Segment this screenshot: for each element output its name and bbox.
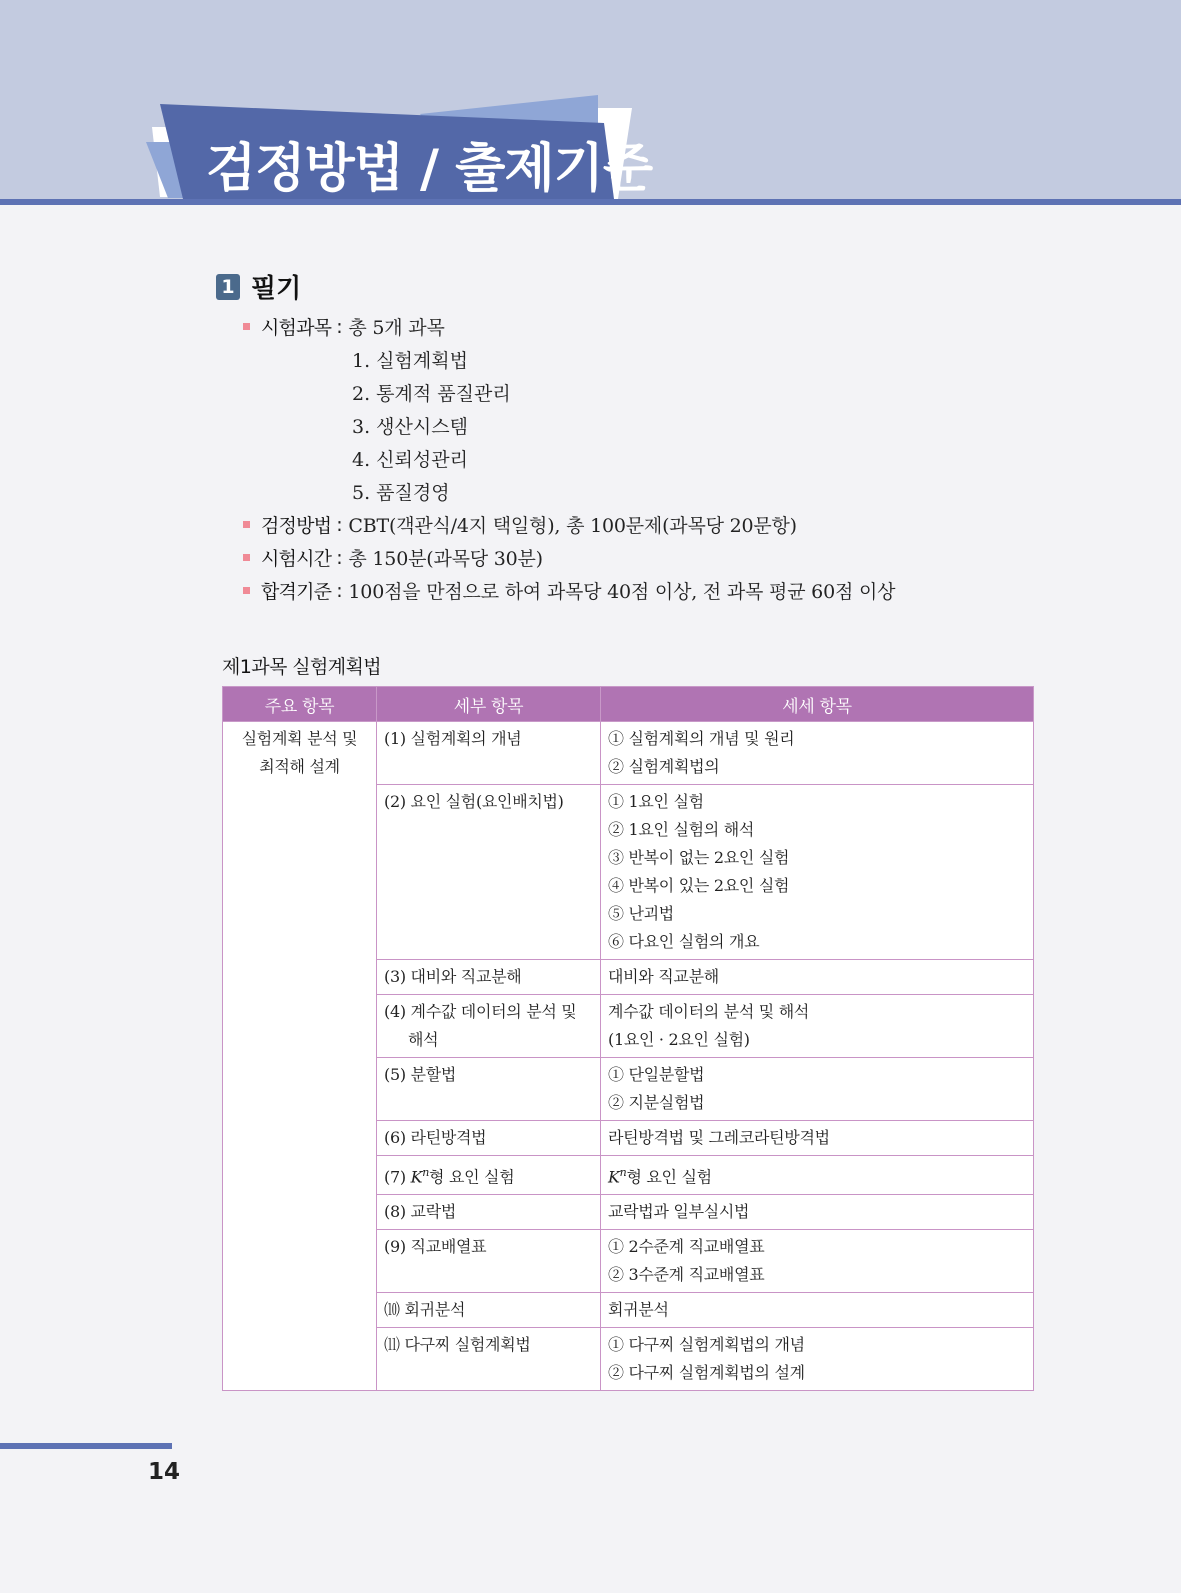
bullet-square-icon bbox=[243, 554, 250, 561]
bullet-label: 검정방법 bbox=[261, 515, 332, 537]
subject-table bbox=[222, 686, 1034, 1391]
bullet-square-icon bbox=[243, 521, 250, 528]
bullet-method bbox=[243, 511, 797, 538]
sub-item-line: ⑽ 회귀분석 bbox=[384, 1300, 466, 1320]
bullet-label: 합격기준 bbox=[261, 581, 332, 603]
bullet-value: 총 150분(과목당 30분) bbox=[348, 548, 543, 570]
sub-item-cell bbox=[377, 1195, 601, 1230]
bullet-pass bbox=[243, 577, 895, 604]
detail-line: ① 1요인 실험 bbox=[608, 792, 704, 811]
section-heading bbox=[216, 268, 301, 305]
detail-cell bbox=[601, 995, 1034, 1058]
sub-item-cell bbox=[377, 995, 601, 1058]
subject-list-item: 2. 통계적 품질관리 bbox=[352, 383, 511, 405]
sub-item-cell bbox=[377, 1156, 601, 1195]
bullet-value: 총 5개 과목 bbox=[348, 317, 445, 339]
detail-cell bbox=[601, 785, 1034, 960]
detail-line: ④ 반복이 있는 2요인 실험 bbox=[608, 876, 790, 895]
sub-item-line: (8) 교락법 bbox=[384, 1202, 457, 1222]
sub-item-cell bbox=[377, 722, 601, 785]
main-item-line: 실험계획 분석 및 bbox=[241, 729, 358, 748]
table-row bbox=[223, 722, 1034, 785]
detail-line: ⑥ 다요인 실험의 개요 bbox=[608, 932, 760, 951]
detail-line bbox=[608, 1159, 1026, 1191]
sub-item-cell bbox=[377, 960, 601, 995]
detail-line: ② 실험계획법의 bbox=[608, 757, 720, 776]
detail-line: 라틴방격법 및 그레코라틴방격법 bbox=[608, 1128, 830, 1147]
detail-cell bbox=[601, 1230, 1034, 1293]
sub-item-line: (9) 직교배열표 bbox=[384, 1237, 487, 1257]
header-rule bbox=[0, 199, 1181, 205]
sub-item-line: ⑾ 다구찌 실험계획법 bbox=[384, 1335, 531, 1355]
footer-rule bbox=[0, 1443, 172, 1449]
detail-line: ② 지분실험법 bbox=[608, 1093, 705, 1112]
n-exponent: n bbox=[619, 1166, 627, 1179]
sub-item-line: (3) 대비와 직교분해 bbox=[384, 967, 522, 986]
detail-line: 교락법과 일부실시법 bbox=[608, 1202, 750, 1222]
main-item-line: 최적해 설계 bbox=[259, 757, 340, 776]
detail-cell bbox=[601, 1328, 1034, 1391]
sub-item-cell bbox=[377, 785, 601, 960]
detail-line: 대비와 직교분해 bbox=[608, 967, 719, 986]
detail-cell bbox=[601, 1058, 1034, 1121]
sub-item-line: (5) 분할법 bbox=[384, 1065, 457, 1084]
detail-line: ② 다구찌 실험계획법의 설계 bbox=[608, 1363, 805, 1383]
sub-item-line: (6) 라틴방격법 bbox=[384, 1128, 487, 1147]
detail-cell bbox=[601, 722, 1034, 785]
bullet-subjects bbox=[243, 313, 445, 340]
detail-line: ① 실험계획의 개념 및 원리 bbox=[608, 729, 795, 748]
bullet-square-icon bbox=[243, 323, 250, 330]
detail-line: ② 3수준계 직교배열표 bbox=[608, 1265, 765, 1285]
column-header: 주요 항목 bbox=[223, 687, 377, 722]
colon: : bbox=[336, 513, 343, 536]
main-item-cell bbox=[223, 722, 377, 1391]
detail-cell bbox=[601, 1195, 1034, 1230]
sub-item-line: (1) 실험계획의 개념 bbox=[384, 729, 522, 748]
colon: : bbox=[336, 315, 343, 338]
sub-item-line bbox=[384, 1159, 593, 1191]
detail-suffix: 형 요인 실험 bbox=[626, 1167, 712, 1187]
sub-item-prefix: (7) bbox=[384, 1167, 411, 1187]
detail-line: 회귀분석 bbox=[608, 1300, 669, 1320]
bullet-value: CBT(객관식/4지 택일형), 총 100문제(과목당 20문항) bbox=[348, 515, 797, 537]
page-number: 14 bbox=[148, 1459, 181, 1485]
detail-line: ⑤ 난괴법 bbox=[608, 904, 674, 923]
sub-item-suffix: 형 요인 실험 bbox=[429, 1167, 515, 1187]
sub-item-cell bbox=[377, 1328, 601, 1391]
detail-line: ② 1요인 실험의 해석 bbox=[608, 820, 755, 839]
k-symbol: K bbox=[410, 1167, 423, 1187]
detail-line: ① 단일분할법 bbox=[608, 1065, 705, 1084]
section-number-badge: 1 bbox=[216, 274, 240, 300]
bullet-value: 100점을 만점으로 하여 과목당 40점 이상, 전 과목 평균 60점 이상 bbox=[348, 581, 896, 603]
column-header: 세세 항목 bbox=[601, 687, 1034, 722]
sub-item-line: (2) 요인 실험(요인배치법) bbox=[384, 792, 564, 811]
detail-line: (1요인 · 2요인 실험) bbox=[608, 1030, 750, 1049]
section-title: 필기 bbox=[251, 274, 302, 304]
detail-line: ① 2수준계 직교배열표 bbox=[608, 1237, 765, 1257]
detail-cell bbox=[601, 1156, 1034, 1195]
subject-list-item: 1. 실험계획법 bbox=[352, 350, 468, 372]
colon: : bbox=[336, 546, 343, 569]
k-symbol: K bbox=[608, 1167, 620, 1187]
subject-list-item: 4. 신뢰성관리 bbox=[352, 449, 468, 471]
column-header: 세부 항목 bbox=[377, 687, 601, 722]
table-caption: 제1과목 실험계획법 bbox=[222, 656, 381, 678]
bullet-time bbox=[243, 544, 543, 571]
sub-item-line: (4) 계수값 데이터의 분석 및 bbox=[384, 1002, 577, 1021]
subject-list-item: 3. 생산시스템 bbox=[352, 416, 468, 438]
detail-line: ① 다구찌 실험계획법의 개념 bbox=[608, 1335, 805, 1355]
colon: : bbox=[336, 579, 343, 602]
sub-item-cell bbox=[377, 1230, 601, 1293]
detail-line: 계수값 데이터의 분석 및 해석 bbox=[608, 1002, 810, 1021]
bullet-square-icon bbox=[243, 587, 250, 594]
detail-cell bbox=[601, 1293, 1034, 1328]
detail-line: ③ 반복이 없는 2요인 실험 bbox=[608, 848, 790, 867]
n-exponent: n bbox=[422, 1166, 430, 1179]
sub-item-line: 해석 bbox=[408, 1030, 439, 1049]
sub-item-cell bbox=[377, 1293, 601, 1328]
bullet-label: 시험시간 bbox=[261, 548, 332, 570]
sub-item-cell bbox=[377, 1058, 601, 1121]
table-header-row bbox=[223, 687, 1034, 722]
page-title: 검정방법 / 출제기준 bbox=[206, 139, 653, 199]
sub-item-cell bbox=[377, 1121, 601, 1156]
detail-cell bbox=[601, 1121, 1034, 1156]
subject-list-item: 5. 품질경영 bbox=[352, 482, 450, 504]
detail-cell bbox=[601, 960, 1034, 995]
bullet-label: 시험과목 bbox=[261, 317, 332, 339]
